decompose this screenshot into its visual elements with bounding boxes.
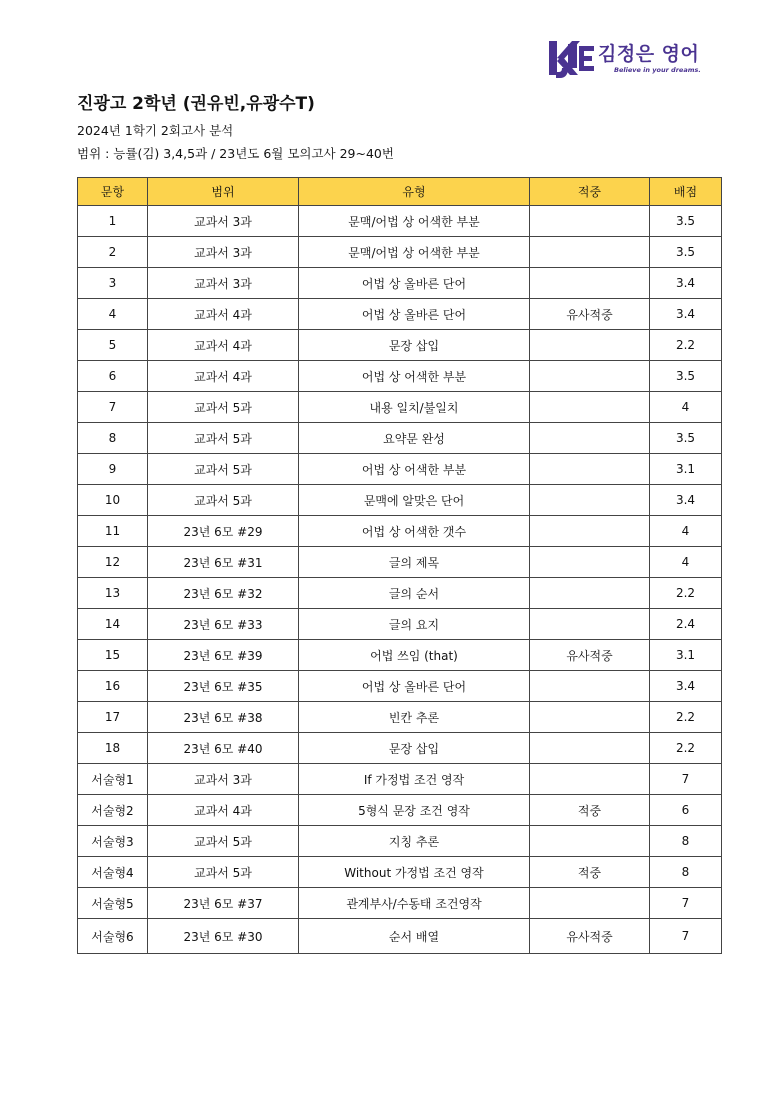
cell-range: 교과서 5과 bbox=[148, 423, 299, 454]
exam-scope: 범위 : 능률(김) 3,4,5과 / 23년도 6월 모의고사 29~40번 bbox=[77, 146, 394, 161]
table-row bbox=[78, 392, 722, 423]
brand-slogan: Believe in your dreams. bbox=[614, 66, 701, 74]
cell-type: 글의 요지 bbox=[299, 609, 530, 640]
table-row bbox=[78, 485, 722, 516]
cell-score: 7 bbox=[650, 764, 722, 795]
cell-type: 순서 배열 bbox=[299, 919, 530, 954]
cell-hit: 적중 bbox=[530, 857, 650, 888]
cell-type: 문맥에 알맞은 단어 bbox=[299, 485, 530, 516]
exam-analysis-table bbox=[77, 177, 722, 954]
table-row bbox=[78, 826, 722, 857]
table-row bbox=[78, 888, 722, 919]
cell-range: 교과서 3과 bbox=[148, 237, 299, 268]
cell-hit bbox=[530, 485, 650, 516]
cell-hit bbox=[530, 237, 650, 268]
cell-hit bbox=[530, 671, 650, 702]
cell-type: 문장 삽입 bbox=[299, 330, 530, 361]
cell-type: 문장 삽입 bbox=[299, 733, 530, 764]
cell-range: 23년 6모 #32 bbox=[148, 578, 299, 609]
cell-score: 2.2 bbox=[650, 733, 722, 764]
cell-score: 3.5 bbox=[650, 237, 722, 268]
cell-score: 8 bbox=[650, 857, 722, 888]
cell-hit bbox=[530, 330, 650, 361]
table-row bbox=[78, 423, 722, 454]
cell-hit bbox=[530, 888, 650, 919]
cell-type: 어법 상 올바른 단어 bbox=[299, 299, 530, 330]
cell-hit bbox=[530, 516, 650, 547]
cell-score: 4 bbox=[650, 547, 722, 578]
cell-number: 7 bbox=[78, 392, 148, 423]
cell-hit bbox=[530, 206, 650, 237]
cell-range: 23년 6모 #35 bbox=[148, 671, 299, 702]
cell-type: 요약문 완성 bbox=[299, 423, 530, 454]
table-row bbox=[78, 547, 722, 578]
cell-number: 3 bbox=[78, 268, 148, 299]
cell-range: 교과서 3과 bbox=[148, 268, 299, 299]
table-row bbox=[78, 795, 722, 826]
cell-range: 23년 6모 #37 bbox=[148, 888, 299, 919]
cell-hit bbox=[530, 764, 650, 795]
cell-score: 3.4 bbox=[650, 268, 722, 299]
table-row bbox=[78, 671, 722, 702]
cell-score: 3.4 bbox=[650, 299, 722, 330]
cell-score: 3.1 bbox=[650, 640, 722, 671]
cell-range: 23년 6모 #39 bbox=[148, 640, 299, 671]
table-row bbox=[78, 857, 722, 888]
cell-hit bbox=[530, 733, 650, 764]
cell-number: 6 bbox=[78, 361, 148, 392]
cell-range: 23년 6모 #29 bbox=[148, 516, 299, 547]
cell-number: 17 bbox=[78, 702, 148, 733]
cell-number: 서술형3 bbox=[78, 826, 148, 857]
brand-name: 김정은 영어 bbox=[598, 43, 700, 65]
cell-score: 2.2 bbox=[650, 702, 722, 733]
table-row bbox=[78, 702, 722, 733]
cell-type: 어법 상 어색한 갯수 bbox=[299, 516, 530, 547]
cell-number: 2 bbox=[78, 237, 148, 268]
table-row bbox=[78, 516, 722, 547]
column-header-number: 문항 bbox=[78, 178, 148, 206]
cell-type: 지칭 추론 bbox=[299, 826, 530, 857]
cell-number: 16 bbox=[78, 671, 148, 702]
cell-number: 서술형5 bbox=[78, 888, 148, 919]
cell-score: 6 bbox=[650, 795, 722, 826]
cell-hit bbox=[530, 392, 650, 423]
cell-hit bbox=[530, 547, 650, 578]
cell-range: 교과서 5과 bbox=[148, 857, 299, 888]
cell-hit: 유사적중 bbox=[530, 919, 650, 954]
cell-number: 5 bbox=[78, 330, 148, 361]
cell-score: 4 bbox=[650, 392, 722, 423]
cell-hit bbox=[530, 361, 650, 392]
cell-hit bbox=[530, 578, 650, 609]
table-row bbox=[78, 733, 722, 764]
cell-score: 3.4 bbox=[650, 485, 722, 516]
cell-number: 18 bbox=[78, 733, 148, 764]
cell-range: 교과서 5과 bbox=[148, 485, 299, 516]
cell-type: 빈칸 추론 bbox=[299, 702, 530, 733]
cell-hit: 유사적중 bbox=[530, 299, 650, 330]
table-row bbox=[78, 919, 722, 954]
cell-range: 교과서 5과 bbox=[148, 826, 299, 857]
cell-score: 7 bbox=[650, 888, 722, 919]
cell-number: 서술형6 bbox=[78, 919, 148, 954]
table-row bbox=[78, 299, 722, 330]
table-row bbox=[78, 206, 722, 237]
cell-range: 교과서 4과 bbox=[148, 299, 299, 330]
cell-type: 문맥/어법 상 어색한 부분 bbox=[299, 206, 530, 237]
cell-type: 내용 일치/불일치 bbox=[299, 392, 530, 423]
cell-range: 23년 6모 #31 bbox=[148, 547, 299, 578]
column-header-hit: 적중 bbox=[530, 178, 650, 206]
cell-range: 23년 6모 #33 bbox=[148, 609, 299, 640]
cell-range: 교과서 4과 bbox=[148, 795, 299, 826]
cell-range: 교과서 3과 bbox=[148, 206, 299, 237]
cell-number: 14 bbox=[78, 609, 148, 640]
column-header-range: 범위 bbox=[148, 178, 299, 206]
cell-number: 11 bbox=[78, 516, 148, 547]
table-body bbox=[78, 206, 722, 954]
table-row bbox=[78, 609, 722, 640]
cell-hit bbox=[530, 268, 650, 299]
cell-score: 3.5 bbox=[650, 361, 722, 392]
cell-range: 23년 6모 #40 bbox=[148, 733, 299, 764]
cell-type: 어법 상 올바른 단어 bbox=[299, 671, 530, 702]
cell-number: 서술형4 bbox=[78, 857, 148, 888]
table-row bbox=[78, 454, 722, 485]
cell-score: 3.5 bbox=[650, 423, 722, 454]
table-row bbox=[78, 361, 722, 392]
cell-range: 교과서 4과 bbox=[148, 330, 299, 361]
kje-logo-icon bbox=[548, 40, 596, 80]
brand-logo bbox=[548, 40, 723, 80]
cell-type: 어법 쓰임 (that) bbox=[299, 640, 530, 671]
cell-type: 글의 순서 bbox=[299, 578, 530, 609]
cell-score: 2.2 bbox=[650, 578, 722, 609]
table-row bbox=[78, 268, 722, 299]
cell-number: 서술형2 bbox=[78, 795, 148, 826]
cell-number: 8 bbox=[78, 423, 148, 454]
cell-score: 4 bbox=[650, 516, 722, 547]
cell-score: 3.5 bbox=[650, 206, 722, 237]
cell-number: 1 bbox=[78, 206, 148, 237]
cell-type: If 가정법 조건 영작 bbox=[299, 764, 530, 795]
table-header-row bbox=[78, 178, 722, 206]
cell-range: 23년 6모 #38 bbox=[148, 702, 299, 733]
cell-type: 5형식 문장 조건 영작 bbox=[299, 795, 530, 826]
exam-info: 2024년 1학기 2회고사 분석 bbox=[77, 123, 234, 138]
cell-hit bbox=[530, 702, 650, 733]
column-header-score: 배점 bbox=[650, 178, 722, 206]
cell-hit bbox=[530, 826, 650, 857]
column-header-type: 유형 bbox=[299, 178, 530, 206]
cell-number: 4 bbox=[78, 299, 148, 330]
table-row bbox=[78, 578, 722, 609]
cell-number: 12 bbox=[78, 547, 148, 578]
table-row bbox=[78, 330, 722, 361]
cell-score: 3.4 bbox=[650, 671, 722, 702]
cell-score: 2.2 bbox=[650, 330, 722, 361]
cell-score: 7 bbox=[650, 919, 722, 954]
table-row bbox=[78, 640, 722, 671]
cell-number: 13 bbox=[78, 578, 148, 609]
cell-score: 3.1 bbox=[650, 454, 722, 485]
cell-hit: 유사적중 bbox=[530, 640, 650, 671]
cell-range: 교과서 5과 bbox=[148, 392, 299, 423]
cell-hit bbox=[530, 454, 650, 485]
cell-number: 서술형1 bbox=[78, 764, 148, 795]
cell-hit bbox=[530, 609, 650, 640]
page-title: 진광고 2학년 (권유빈,유광수T) bbox=[77, 94, 315, 114]
table-row bbox=[78, 237, 722, 268]
cell-hit: 적중 bbox=[530, 795, 650, 826]
cell-range: 23년 6모 #30 bbox=[148, 919, 299, 954]
cell-type: 글의 제목 bbox=[299, 547, 530, 578]
cell-type: 어법 상 올바른 단어 bbox=[299, 268, 530, 299]
cell-type: 문맥/어법 상 어색한 부분 bbox=[299, 237, 530, 268]
cell-type: 어법 상 어색한 부분 bbox=[299, 361, 530, 392]
cell-number: 9 bbox=[78, 454, 148, 485]
cell-range: 교과서 3과 bbox=[148, 764, 299, 795]
cell-type: 관계부사/수동태 조건영작 bbox=[299, 888, 530, 919]
cell-number: 10 bbox=[78, 485, 148, 516]
cell-hit bbox=[530, 423, 650, 454]
cell-type: 어법 상 어색한 부분 bbox=[299, 454, 530, 485]
cell-range: 교과서 4과 bbox=[148, 361, 299, 392]
cell-number: 15 bbox=[78, 640, 148, 671]
table-row bbox=[78, 764, 722, 795]
cell-range: 교과서 5과 bbox=[148, 454, 299, 485]
cell-score: 2.4 bbox=[650, 609, 722, 640]
cell-type: Without 가정법 조건 영작 bbox=[299, 857, 530, 888]
cell-score: 8 bbox=[650, 826, 722, 857]
